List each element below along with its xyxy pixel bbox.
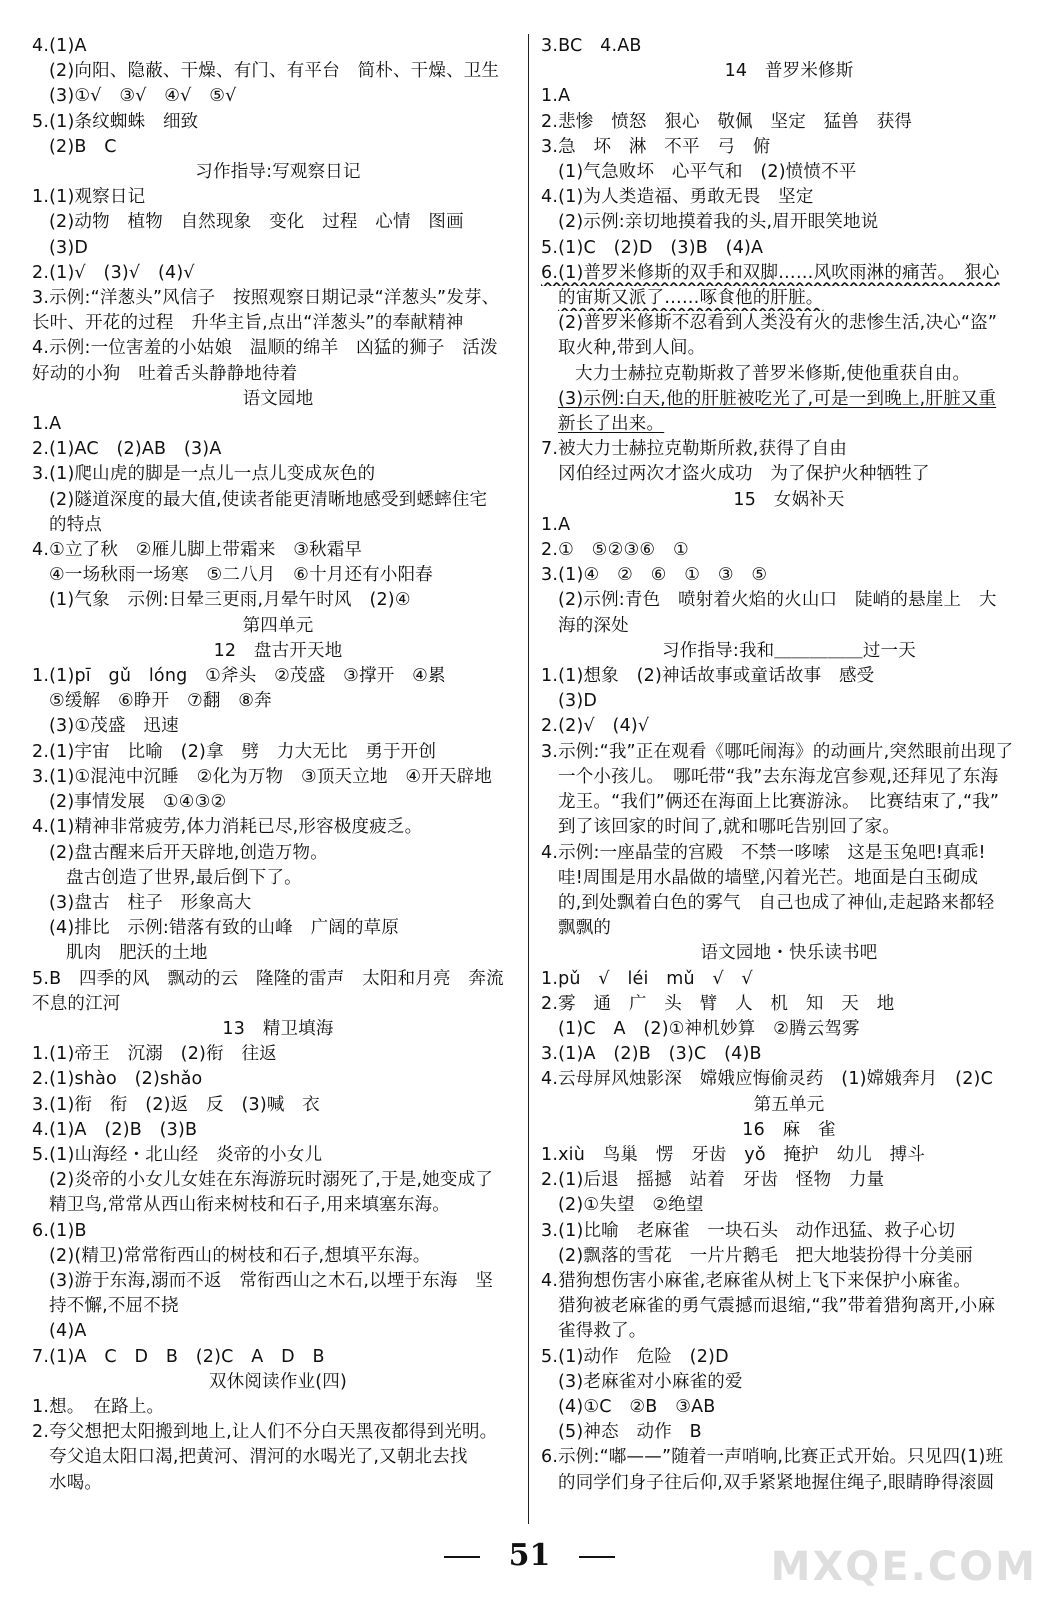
answer-line: 4.示例:一座晶莹的宫殿 不禁一哆嗦 这是玉兔吧!真乖! [541,842,986,863]
answer-line: (1)气急败坏 心平气和 (2)愤愤不平 [558,162,857,183]
section-heading: 12 盘古开天地 [213,640,343,661]
answer-line: (2)飘落的雪花 一片片鹅毛 把大地装扮得十分美丽 [558,1245,973,1266]
answer-line: 1.A [541,514,571,535]
answer-line [541,261,1037,286]
answer-line: 水喝。 [49,1472,103,1493]
answer-line: 2.① ⑤②③⑥ ① [541,540,689,561]
answer-line: (3)D [558,691,598,712]
answer-line: 6.(1)B [32,1220,87,1241]
answer-line: 2.夸父想把太阳搬到地上,让人们不分白天黑夜都得到光明。 [32,1422,498,1443]
answer-line: 3.(1)A (2)B (3)C (4)B [541,1044,762,1065]
answer-line: 一个小孩儿。 哪吒带“我”去东海龙宫参观,还拜见了东海 [558,766,999,787]
answer-line: 到了该回家的时间了,就和哪吒告别回了家。 [558,817,901,838]
answer-line: (3)D [49,237,89,258]
answer-line: 2.(1)shào (2)shǎo [32,1069,203,1090]
answer-line: (2)动物 植物 自然现象 变化 过程 心情 图画 [49,212,464,233]
answer-line: 3.急 坏 淋 不平 弓 俯 [541,136,771,157]
answer-line: (2)事情发展 ①④③② [49,792,227,813]
answer-line: 的特点 [49,514,103,535]
answer-line [541,387,1037,412]
answer-line: (2)(精卫)常常衔西山的树枝和石子,想填平东海。 [49,1245,431,1266]
answer-line: (2)示例:亲切地摸着我的头,眉开眼笑地说 [558,212,879,233]
section-heading: 语文园地 [242,388,314,409]
answer-line: (4)A [49,1321,87,1342]
answer-line: 精卫鸟,常常从西山衔来树枝和石子,用来填塞东海。 [49,1195,450,1216]
answer-line: 1.想。 在路上。 [32,1396,165,1417]
answer-line: (5)神态 动作 B [558,1422,702,1443]
section-heading: 15 女娲补天 [733,489,845,510]
answer-line: 4.(1)为人类造福、勇敢无畏 坚定 [541,187,814,208]
answer-line: 雀得救了。 [558,1321,647,1342]
answer-line: (2)①失望 ②绝望 [558,1195,704,1216]
footer-dash-right [579,1556,615,1558]
answer-line: 3.(1)④ ② ⑥ ① ③ ⑤ [541,565,768,586]
answer-line: (3)盘古 柱子 形象高大 [49,892,252,913]
answer-line: 1.(1)pī gǔ lóng ①斧头 ②茂盛 ③撑开 ④累 [32,666,446,687]
answer-line: 1.A [32,414,62,435]
section-heading: 13 精卫填海 [222,1018,334,1039]
answer-line: 4.(1)A (2)B (3)B [32,1119,198,1140]
answer-line: ⑤缓解 ⑥睁开 ⑦翻 ⑧奔 [49,691,272,712]
section-heading: 16 麻 雀 [742,1119,836,1140]
answer-line: 1.(1)想象 (2)神话故事或童话故事 感受 [541,666,875,687]
section-heading: 14 普罗米修斯 [724,61,854,82]
section-heading: 语文园地・快乐读书吧 [700,943,878,964]
answer-line: 1.xiù 鸟巢 愣 牙齿 yǒ 掩护 幼儿 搏斗 [541,1144,926,1165]
section-heading: 第四单元 [242,615,314,636]
page-number: 51 [508,1538,551,1573]
answer-line [541,286,1037,311]
underlined-text: (3)示例:白天,他的肝脏被吃光了,可是一到晚上,肝脏又重 [558,388,997,409]
answer-line: 2.(1)√ (3)√ (4)√ [32,262,195,283]
column-divider [528,34,529,1524]
answer-line: 4.猎狗想伤害小麻雀,老麻雀从树上飞下来保护小麻雀。 [541,1270,971,1291]
answer-line: (1)C A (2)①神机妙算 ②腾云驾雾 [558,1018,860,1039]
answer-line: 不息的江河 [32,993,121,1014]
answer-line: (3)老麻雀对小麻雀的爱 [558,1371,743,1392]
answer-line: 2.雾 通 广 头 臂 人 机 知 天 地 [541,993,895,1014]
answer-line: (2)向阳、隐蔽、干燥、有门、有平台 简朴、干燥、卫生 [49,61,500,82]
answer-line: 飘飘的 [558,918,612,939]
answer-line: 2.(1)宇宙 比喻 (2)拿 劈 力大无比 勇于开创 [32,741,437,762]
answer-line: 5.(1)C (2)D (3)B (4)A [541,237,764,258]
underlined-text: 6.(1)普罗米修斯的双手和双脚……风吹雨淋的痛苦。 狠心 [541,262,1000,283]
left-column [32,34,524,1496]
answer-line: 取火种,带到人间。 [558,338,706,359]
answer-line: (2)盘古醒来后开天辟地,创造万物。 [49,842,328,863]
answer-line: 1.(1)帝王 沉溺 (2)衔 往返 [32,1044,277,1065]
answer-line: (2)普罗米修斯不忍看到人类没有火的悲惨生活,决心“盗” [558,313,998,334]
watermark: MXQE.COM [770,1544,1037,1590]
right-column [541,34,1037,1496]
answer-line: 盘古创造了世界,最后倒下了。 [66,867,302,888]
underlined-text: 新长了出来。 [558,414,665,435]
answer-line: (2)隧道深度的最大值,使读者能更清晰地感受到蟋蟀住宅 [49,489,488,510]
answer-line: 3.示例:“洋葱头”风信子 按照观察日期记录“洋葱头”发芽、 [32,288,500,309]
answer-line: (3)①√ ③√ ④√ ⑤√ [49,86,237,107]
section-heading: 第五单元 [753,1094,825,1115]
answer-line: 1.A [541,86,571,107]
answer-line: 5.(1)山海经・北山经 炎帝的小女儿 [32,1144,323,1165]
answer-line: 大力士赫拉克勒斯救了普罗米修斯,使他重获自由。 [575,363,971,384]
section-heading: 双休阅读作业(四) [209,1371,347,1392]
footer-dash-left [444,1556,480,1558]
answer-line: 夸父追太阳口渴,把黄河、渭河的水喝光了,又朝北去找 [49,1447,468,1468]
answer-line: 7.(1)A C D B (2)C A D B [32,1346,325,1367]
answer-line: 1.pǔ √ léi mǔ √ √ [541,968,753,989]
answer-line: 的,到处飘着白色的雾气 自己也成了神仙,走起路来都轻 [558,892,995,913]
answer-line: 5.B 四季的风 飘动的云 隆隆的雷声 太阳和月亮 奔流 [32,968,504,989]
answer-line: (3)①茂盛 迅速 [49,716,179,737]
answer-line: (2)B C [49,136,117,157]
answer-line: 4.云母屏风烛影深 嫦娥应悔偷灵药 (1)嫦娥奔月 (2)C [541,1069,993,1090]
answer-line: 3.BC 4.AB [541,36,642,56]
answer-line: 6.示例:“嘟——”随着一声哨响,比赛正式开始。只见四(1)班 [541,1447,1004,1468]
answer-line: 3.(1)①混沌中沉睡 ②化为万物 ③顶天立地 ④开天辟地 [32,766,493,787]
answer-line: 4.(1)精神非常疲劳,体力消耗已尽,形容极度疲乏。 [32,817,423,838]
answer-line: 4.(1)A [32,36,87,56]
answer-line: 的同学们身子往后仰,双手紧紧地握住绳子,眼睛睁得滚圆 [558,1472,995,1493]
underlined-text: 的宙斯又派了……啄食他的肝脏。 [558,288,824,309]
section-heading: 习作指导:写观察日记 [195,162,361,183]
answer-line: 海的深处 [558,615,629,636]
answer-line: 冈伯经过两次才盗火成功 为了保护火种牺牲了 [558,464,930,485]
answer-line: 好动的小狗 吐着舌头静静地待着 [32,363,298,384]
answer-line: 1.(1)观察日记 [32,187,146,208]
section-heading: 习作指导:我和＿＿＿＿＿过一天 [662,640,916,661]
answer-line: 龙王。“我们”俩还在海面上比赛游泳。 比赛结束了,“我” [558,792,1000,813]
answer-line: 4.①立了秋 ②雁儿脚上带霜来 ③秋霜早 [32,540,363,561]
answer-line: 持不懈,不屈不挠 [49,1296,179,1317]
answer-line: 5.(1)条纹蜘蛛 细致 [32,111,199,132]
answer-line: 2.(1)AC (2)AB (3)A [32,439,222,460]
answer-line: (4)排比 示例:错落有致的山峰 广阔的草原 [49,918,400,939]
answer-line: ④一场秋雨一场寒 ⑤二八月 ⑥十月还有小阳春 [49,565,433,586]
answer-line: 5.(1)动作 危险 (2)D [541,1346,729,1367]
answer-line: 3.(1)爬山虎的脚是一点儿一点儿变成灰色的 [32,464,376,485]
answer-line [541,412,1037,437]
answer-line: 哇!周围是用水晶做的墙壁,闪着光芒。地面是白玉砌成 [558,867,979,888]
answer-line: 猎狗被老麻雀的勇气震撼而退缩,“我”带着猎狗离开,小麻 [558,1296,996,1317]
answer-line: (2)炎帝的小女儿女娃在东海游玩时溺死了,于是,她变成了 [49,1170,494,1191]
answer-line: 3.(1)衔 衔 (2)返 反 (3)喊 衣 [32,1094,320,1115]
answer-line: 4.示例:一位害羞的小姑娘 温顺的绵羊 凶猛的狮子 活泼 [32,338,498,359]
answer-line: (1)气象 示例:日晕三更雨,月晕午时风 (2)④ [49,590,411,611]
answer-line: 2.(1)后退 摇撼 站着 牙齿 怪物 力量 [541,1170,885,1191]
answer-line: 7.被大力士赫拉克勒斯所救,获得了自由 [541,439,848,460]
answer-line: (4)①C ②B ③AB [558,1396,716,1417]
answer-line: 长叶、开花的过程 升华主旨,点出“洋葱头”的奉献精神 [32,313,464,334]
answer-line: (3)游于东海,溺而不返 常衔西山之木石,以堙于东海 坚 [49,1270,494,1291]
answer-line: (2)示例:青色 喷射着火焰的火山口 陡峭的悬崖上 大 [558,590,997,611]
answer-line: 3.(1)比喻 老麻雀 一块石头 动作迅猛、救子心切 [541,1220,956,1241]
answer-line: 2.(2)√ (4)√ [541,716,650,737]
answer-line: 2.悲惨 愤怒 狠心 敬佩 坚定 猛兽 获得 [541,111,913,132]
answer-line: 3.示例:“我”正在观看《哪吒闹海》的动画片,突然眼前出现了 [541,741,1014,762]
answer-line: 肌肉 肥沃的土地 [66,943,208,964]
